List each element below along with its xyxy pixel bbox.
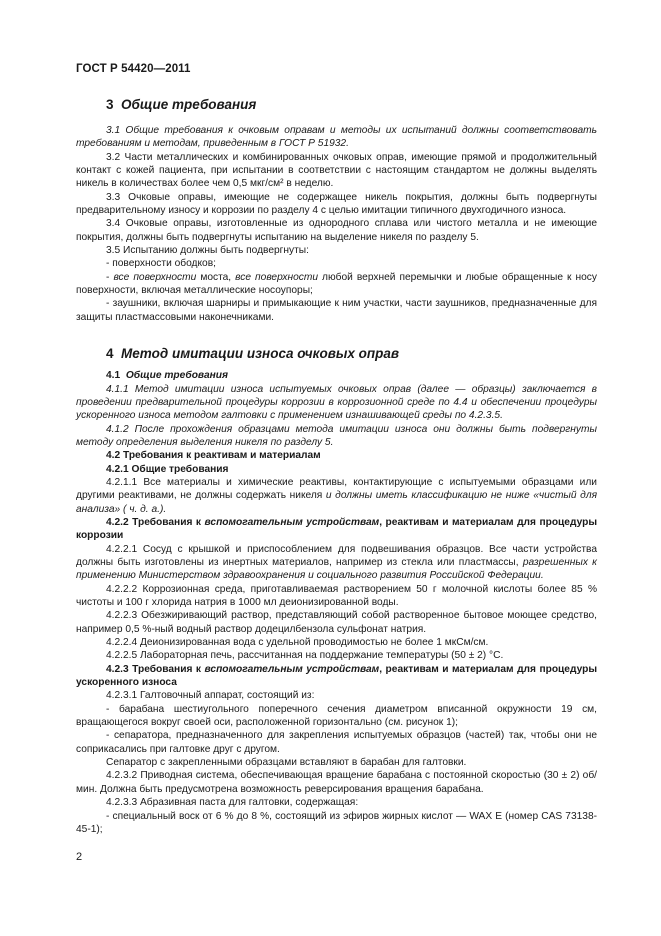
section-4-heading: 4 Метод имитации износа очковых оправ [106,346,400,362]
section-3-heading: 3 Общие требования [106,97,257,112]
list-item: - специальный воск от 6 % до 8 %, состоящий из эфиров жирных кислот — WAX E (номер CAS 73138-45-1); [76,810,597,835]
paragraph-4-2-3-3: 4.2.3.3 Абразивная паста для галтовки, содержащая: [106,797,359,809]
paragraph-4-2-3-1: 4.2.3.1 Галтовочный аппарат, состоящий из: [106,690,315,702]
list-item: - барабана шестиугольного поперечного сечения диаметром вписанной окружности 19 см, вращающегося вокруг своей оси, расположенной горизонтально (см. рисунок 1); [76,703,597,729]
document-header: ГОСТ Р 54420—2011 [76,63,191,75]
paragraph-4-2-2-5: 4.2.2.5 Лабораторная печь, рассчитанная на поддержание температуры (50 ± 2) °С. [106,650,504,662]
subsection-4-2-heading: 4.2 Требования к реактивам и материалам [106,450,321,462]
list-item: - все поверхности моста, все поверхности любой верхней перемычки и любые обращенные к носу поверхности, включая металлические носоупоры; [76,271,597,297]
paragraph-4-2-2-1: 4.2.2.1 Сосуд с крышкой и приспособлением для подвешивания образцов. Все части устройства должны быть изготовлены из инертных материалов, например из стекла или пластмассы, разрешенных к применению Министерством здравоохранения и социального развития Российской Федерации. [76,543,597,582]
paragraph-4-1-2: 4.1.2 После прохождения образцами метода имитации износа они должны быть подвергнуты методу определения выделения никеля по разделу 5. [76,423,597,448]
paragraph-3-5: 3.5 Испытанию должны быть подвергнуты: [106,245,309,257]
subsection-4-1-heading: 4.1 Общие требования [106,370,228,382]
paragraph-4-2-2-2: 4.2.2.2 Коррозионная среда, приготавливаемая растворением 50 г молочной кислоты более 85 % чистоты и 100 г хлорида натрия в 1000 мл деионизированной воды. [76,583,597,608]
paragraph-3-3: 3.3 Очковые оправы, имеющие не содержащее никель покрытия, должны быть подвергнуты предварительному износу и коррозии по разделу 4 с целью имитации типичного двухгодичного износа. [76,191,597,217]
paragraph-3-4: 3.4 Очковые оправы, изготовленные из однородного сплава или чистого металла и не имеющие покрытия, должны быть подвергнуты испытанию на выделение никеля по разделу 5. [76,218,597,243]
paragraph-4-2-1-1: 4.2.1.1 Все материалы и химические реактивы, контактирующие с испытуемыми образцами или другими реактивами, не должны содержать никеля и должны иметь классификацию не ниже «чистый для анализа» ( ч. д. а.). [76,476,598,515]
paragraph-4-2-3-2: 4.2.3.2 Приводная система, обеспечивающая вращение барабана с постоянной скоростью (30 ± 2) об/мин. Должна быть предусмотрена возможность реверсирования вращения барабана. [76,770,597,795]
paragraph-4-2-2-3: 4.2.2.3 Обезжиривающий раствор, представляющий собой растворенное бытовое моющее средство, например 0,5 %-ный водный раствор додецилбензола сульфонат натрия. [76,610,597,635]
paragraph-3-1: 3.1 Общие требования к очковым оправам и методы их испытаний должны соответствовать требованиям и методам, приведенным в ГОСТ Р 51932. [76,125,597,150]
paragraph-4-2-2-4: 4.2.2.4 Деионизированная вода с удельной проводимостью не более 1 мкСм/см. [106,637,489,649]
subsection-4-2-1-heading: 4.2.1 Общие требования [106,463,229,475]
subsection-4-2-3-heading: 4.2.3 Требования к вспомогательным устройствам, реактивам и материалам для процедуры ускоренного износа [76,663,598,689]
subsection-4-2-2-heading: 4.2.2 Требования к вспомогательным устройствам, реактивам и материалам для процедуры коррозии [76,516,598,542]
document-body [76,96,597,836]
paragraph-separator-note: Сепаратор с закрепленными образцами вставляют в барабан для галтовки. [106,757,467,769]
page-number: 2 [76,851,83,863]
list-item: - поверхности ободков; [106,258,216,270]
list-item: - сепаратора, предназначенного для закрепления испытуемых образцов (частей) так, чтобы они не соприкасались при галтовке друг с другом. [76,730,597,755]
paragraph-3-2: 3.2 Части металлических и комбинированных очковых оправ, имеющие прямой и продолжительный контакт с кожей пациента, при испытании в соответствии с настоящим стандартом не должны выделять никель в количествах более чем 0,5 мкг/см² в неделю. [76,151,597,190]
paragraph-4-1-1: 4.1.1 Метод имитации износа испытуемых очковых оправ (далее — образцы) заключается в проведении предварительной процедуры коррозии в коррозионной среде по 4.4 и обеспечении процедуры ускоренного износа методом галтовки с применением изнашивающей среды по 4.2.3.5. [76,383,597,422]
list-item: - заушники, включая шарниры и примыкающие к ним участки, части заушников, предназначенные для защиты пластмассовыми наконечниками. [76,298,597,323]
